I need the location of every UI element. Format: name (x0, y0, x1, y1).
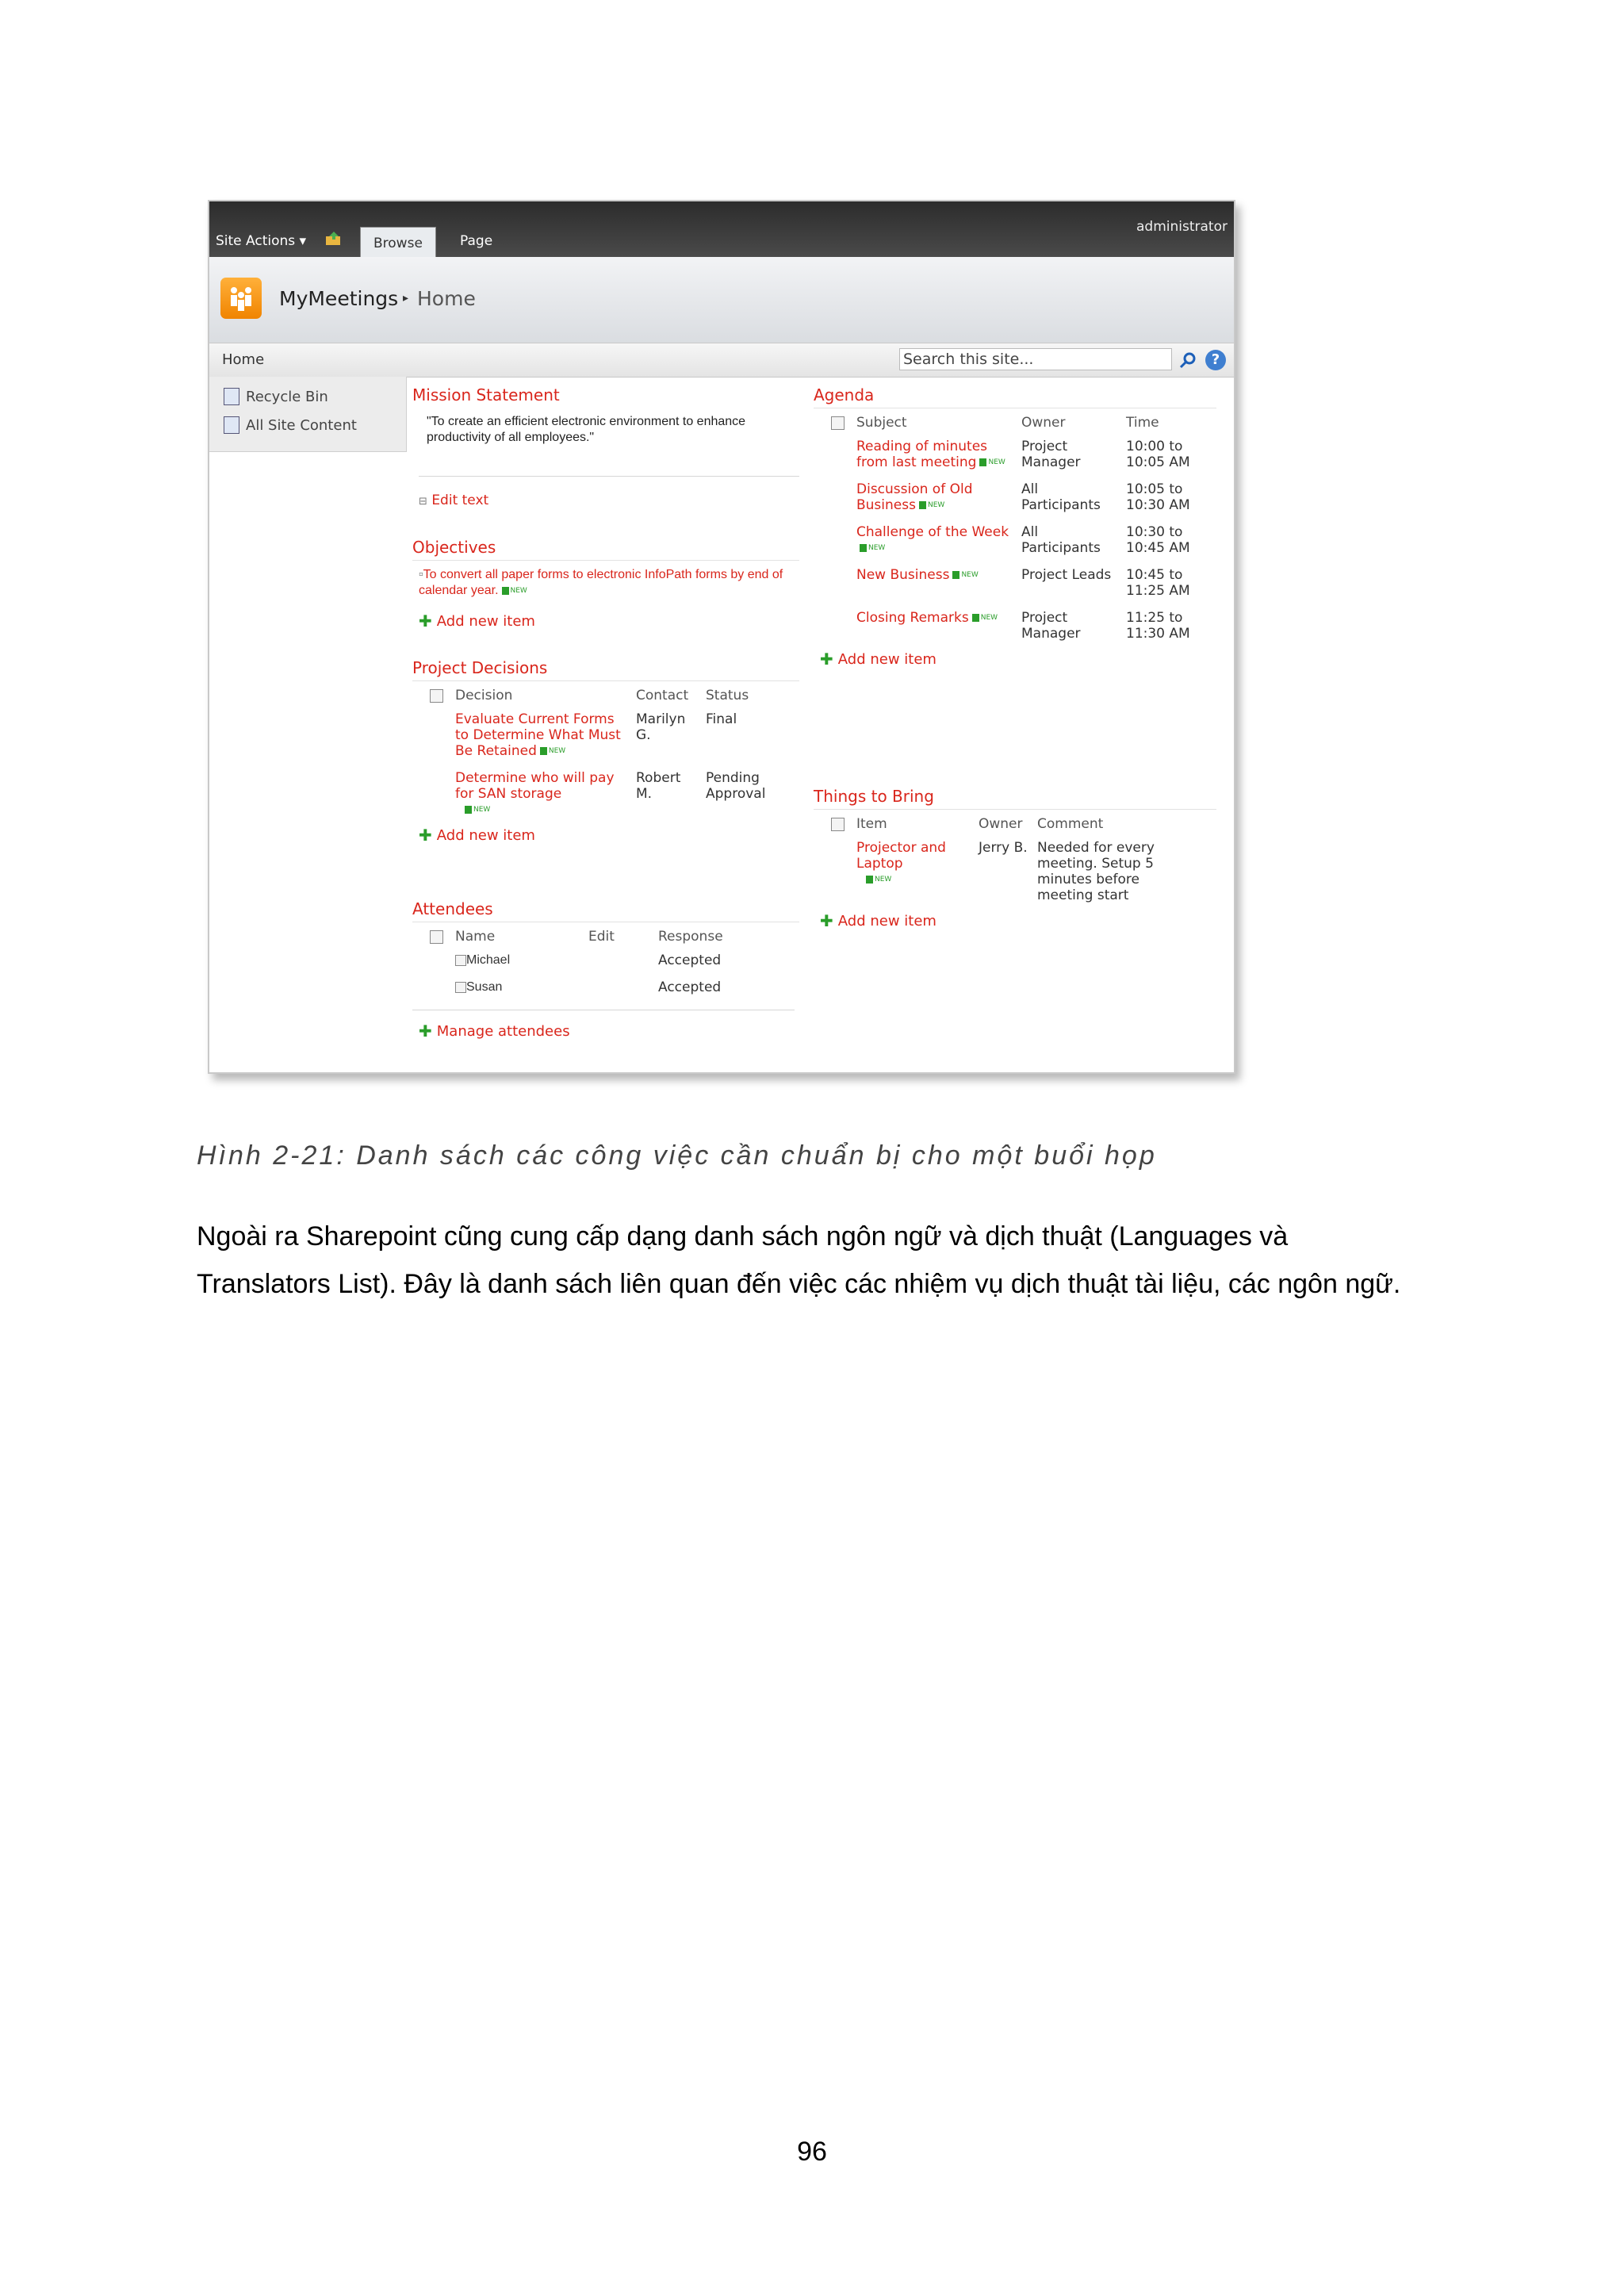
column-header[interactable]: Item (856, 816, 887, 832)
table-header-row (831, 415, 1212, 439)
agenda-subject-link[interactable]: Reading of minutes from last meeting NEW (856, 439, 1005, 470)
quick-launch (209, 377, 407, 452)
quick-launch-recycle-bin[interactable] (224, 388, 328, 405)
objective-item[interactable]: ▫To convert all paper forms to electronic InfoPath forms by end of calendar year. NEW (419, 568, 783, 597)
decision-link[interactable]: Evaluate Current Forms to Determine What Must Be Retained NEW (455, 711, 621, 759)
column-header[interactable]: Contact (636, 688, 689, 703)
add-icon: ✚ (820, 650, 833, 669)
column-header[interactable]: Owner (979, 816, 1023, 832)
contact-cell: Marilyn G. (636, 711, 686, 743)
quick-launch-label: Recycle Bin (246, 388, 328, 405)
add-new-item-link[interactable]: ✚ Add new item (419, 611, 535, 631)
nav-home-link[interactable]: Home (222, 351, 265, 368)
search-icon[interactable] (1178, 351, 1197, 370)
new-badge: NEW (502, 587, 527, 595)
item-link[interactable]: Projector and Laptop NEW (856, 840, 946, 884)
new-badge: NEW (540, 747, 565, 755)
things-title[interactable]: Things to Bring (814, 787, 1216, 810)
site-logo (220, 278, 262, 319)
new-badge: NEW (979, 458, 1005, 466)
owner-cell: Project Manager (1021, 439, 1081, 470)
agenda-table (831, 415, 1212, 653)
ribbon (209, 201, 1234, 257)
quick-launch-label: All Site Content (246, 416, 357, 434)
bullet-icon: ▫ (419, 568, 423, 581)
comment-cell: Needed for every meeting. Setup 5 minutes before meeting start (1037, 840, 1155, 903)
time-cell: 10:45 to 11:25 AM (1126, 567, 1190, 599)
body-paragraph-line: Translators List). Đây là danh sách liên quan đến việc các nhiệm vụ dịch thuật tài liệu, các ngôn ngữ. (197, 1269, 1401, 1299)
table-header-row (831, 816, 1186, 840)
agenda-subject-link[interactable]: Discussion of Old Business NEW (856, 481, 973, 513)
breadcrumb-separator-icon: ▸ (403, 292, 409, 305)
status-cell: Pending Approval (706, 770, 766, 802)
search-input[interactable] (900, 349, 1144, 370)
objectives-title[interactable]: Objectives (412, 538, 799, 561)
site-title[interactable]: MyMeetings (279, 287, 399, 310)
add-icon: ✚ (419, 611, 432, 631)
table-row (831, 481, 1212, 524)
presence-icon (455, 955, 466, 966)
attendees-webpart (412, 899, 799, 1041)
table-row (430, 979, 760, 1006)
agenda-webpart (814, 385, 1216, 669)
new-badge: NEW (972, 614, 998, 622)
add-new-item-link[interactable]: ✚ Add new item (820, 911, 936, 930)
things-table (831, 816, 1186, 914)
select-all-checkbox[interactable] (831, 416, 845, 430)
column-header[interactable]: Decision (455, 688, 513, 703)
agenda-subject-link[interactable]: Challenge of the WeekNEW (856, 524, 1009, 552)
decisions-table (430, 688, 799, 829)
time-cell: 10:05 to 10:30 AM (1126, 481, 1190, 513)
divider (419, 476, 799, 477)
navigate-up-icon[interactable] (325, 232, 343, 246)
select-all-checkbox[interactable] (430, 930, 443, 944)
table-row (831, 840, 1186, 914)
presence-icon (455, 982, 466, 993)
title-bar (209, 257, 1234, 343)
select-all-checkbox[interactable] (831, 818, 845, 831)
decision-link[interactable]: Determine who will pay for SAN storage NEW (455, 770, 615, 814)
attendees-title[interactable]: Attendees (412, 899, 799, 922)
column-header[interactable]: Time (1126, 415, 1159, 431)
sharepoint-screenshot (208, 200, 1235, 1074)
table-row (831, 524, 1212, 567)
decisions-title[interactable]: Project Decisions (412, 658, 799, 681)
new-badge: NEW (860, 544, 885, 552)
tab-browse[interactable]: Browse (360, 227, 436, 258)
time-cell: 10:00 to 10:05 AM (1126, 439, 1190, 470)
agenda-title[interactable]: Agenda (814, 385, 1216, 408)
page-number: 96 (797, 2137, 827, 2167)
add-icon: ✚ (820, 911, 833, 930)
agenda-subject-link[interactable]: Closing Remarks NEW (856, 610, 998, 626)
attendee-name[interactable]: Susan (455, 979, 588, 1006)
column-header[interactable]: Name (455, 929, 496, 945)
user-menu[interactable]: administrator (1136, 219, 1228, 235)
table-header-row (430, 929, 760, 953)
attendee-name[interactable]: Michael (455, 953, 588, 979)
response-cell: Accepted (658, 979, 722, 995)
help-icon[interactable]: ? (1205, 350, 1226, 370)
time-cell: 11:25 to 11:30 AM (1126, 610, 1190, 642)
tab-page[interactable]: Page (460, 233, 493, 249)
site-actions-menu[interactable]: Site Actions ▾ (216, 233, 307, 249)
owner-cell: Jerry B. (979, 840, 1028, 856)
agenda-subject-link[interactable]: New Business NEW (856, 567, 979, 583)
column-header[interactable]: Edit (588, 929, 615, 945)
meeting-people-icon (220, 278, 262, 319)
owner-cell: All Participants (1021, 524, 1101, 556)
mission-text: "To create an efficient electronic environment to enhance productivity of all employees." (427, 415, 746, 444)
column-header[interactable]: Status (706, 688, 749, 703)
table-row (831, 439, 1212, 481)
new-badge: NEW (952, 571, 978, 579)
mission-statement-webpart (412, 385, 799, 508)
time-cell: 10:30 to 10:45 AM (1126, 524, 1190, 556)
contact-cell: Robert M. (636, 770, 681, 802)
project-decisions-webpart (412, 658, 799, 845)
table-header-row (430, 688, 799, 711)
mission-title[interactable]: Mission Statement (412, 385, 560, 404)
figure-caption: Hình 2-21: Danh sách các công việc cần chuẩn bị cho một buổi họp (197, 1140, 1157, 1171)
edit-text-label: Edit text (431, 493, 489, 508)
table-row (430, 711, 799, 770)
search-box (899, 348, 1172, 370)
site-content-icon (224, 416, 239, 434)
column-header[interactable]: Comment (1037, 816, 1104, 832)
things-to-bring-webpart (814, 787, 1216, 930)
table-row (430, 770, 799, 829)
column-header[interactable]: Subject (856, 415, 907, 431)
owner-cell: Project Leads (1021, 567, 1112, 583)
add-new-item-link[interactable]: ✚ Add new item (820, 650, 936, 669)
add-icon: ✚ (419, 1022, 432, 1041)
objectives-webpart (412, 538, 799, 631)
add-new-item-link[interactable]: ✚ Add new item (419, 826, 535, 845)
response-cell: Accepted (658, 953, 722, 968)
column-header[interactable]: Owner (1021, 415, 1066, 431)
recycle-bin-icon (224, 388, 239, 405)
table-row (831, 567, 1212, 610)
manage-attendees-link[interactable]: ✚ Manage attendees (419, 1022, 570, 1041)
new-badge: NEW (866, 876, 891, 884)
status-cell: Final (706, 711, 737, 727)
attendees-table (430, 929, 760, 1006)
edit-text-link[interactable] (419, 493, 799, 508)
table-row (831, 610, 1212, 653)
new-badge: NEW (919, 501, 944, 509)
owner-cell: All Participants (1021, 481, 1101, 513)
column-header[interactable]: Response (658, 929, 723, 945)
table-row (430, 953, 760, 979)
quick-launch-all-site-content[interactable] (224, 416, 357, 434)
breadcrumb-current: Home (417, 287, 476, 310)
add-icon: ✚ (419, 826, 432, 845)
body-paragraph-line: Ngoài ra Sharepoint cũng cung cấp dạng danh sách ngôn ngữ và dịch thuật (Languages và (197, 1221, 1289, 1251)
owner-cell: Project Manager (1021, 610, 1081, 642)
edit-icon: ⊟ (419, 496, 427, 508)
new-badge: NEW (465, 806, 490, 814)
select-all-checkbox[interactable] (430, 689, 443, 703)
top-nav (209, 343, 1234, 378)
